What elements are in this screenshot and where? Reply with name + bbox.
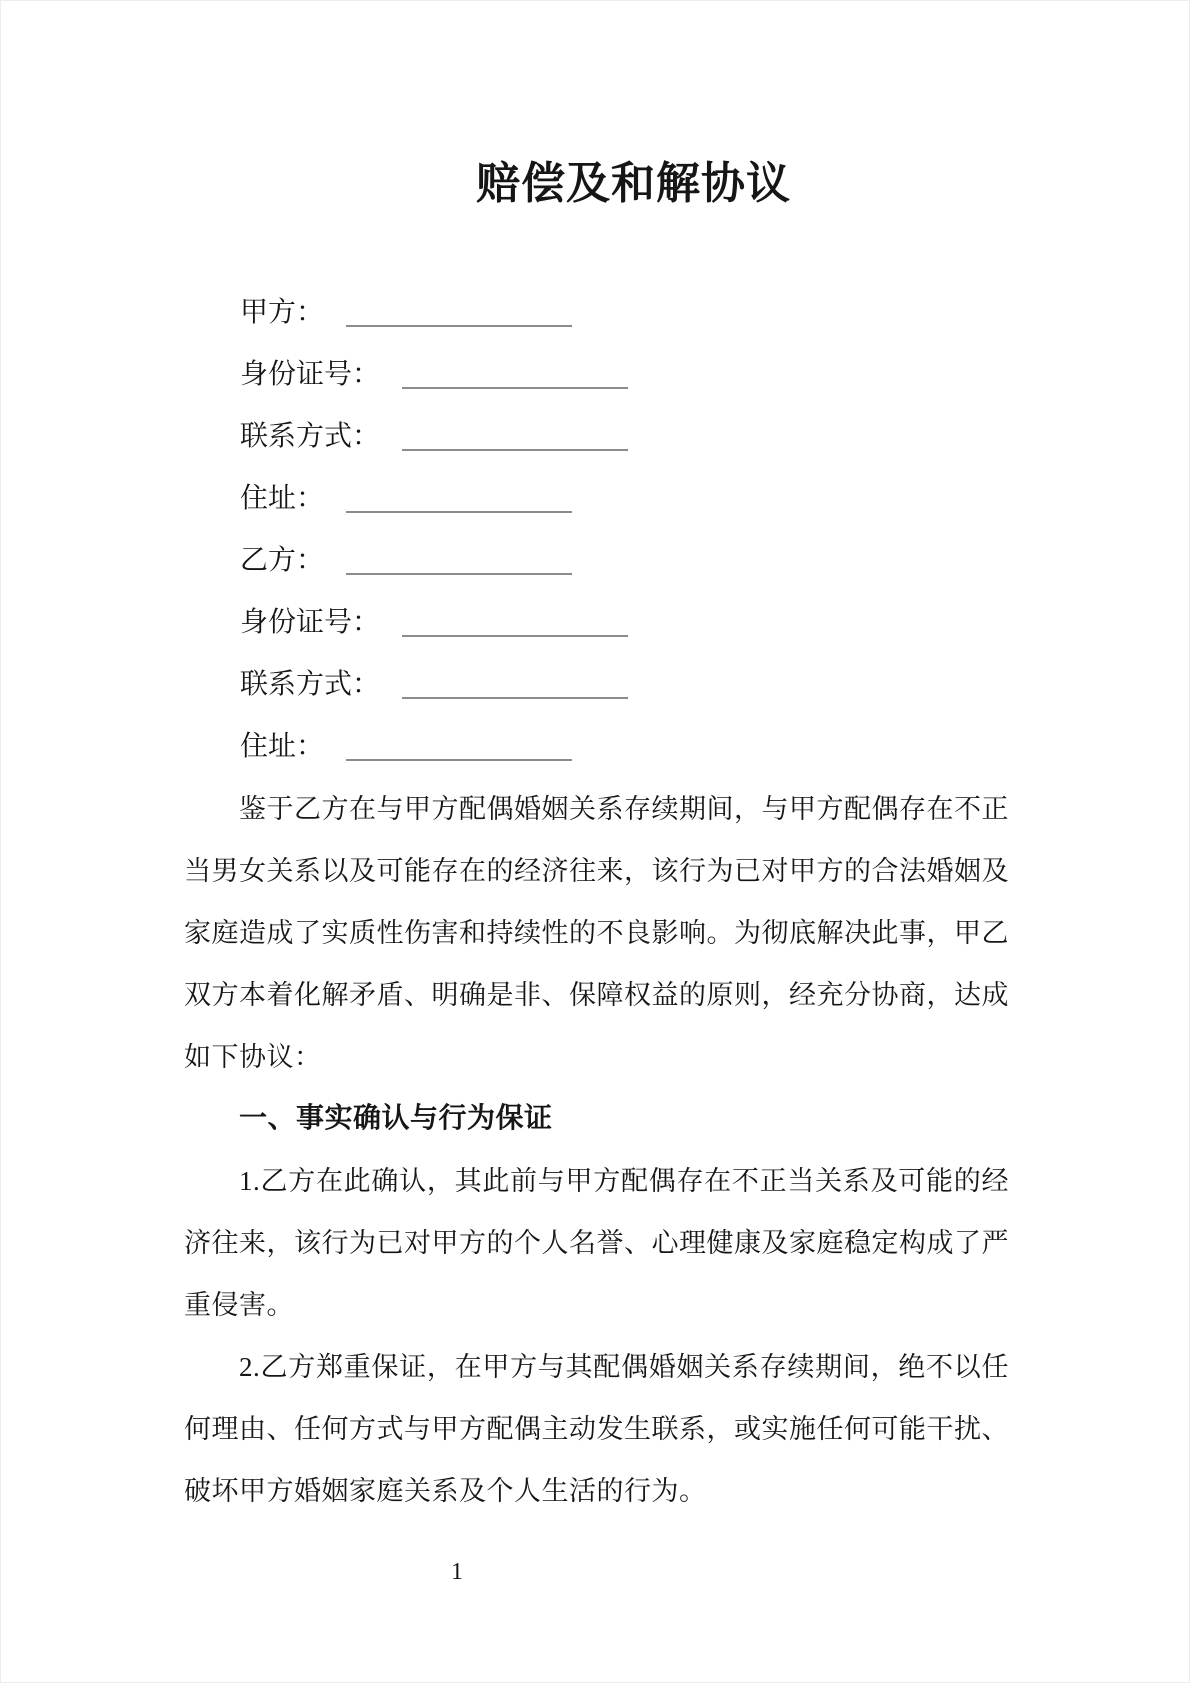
document-title: 赔偿及和解协议 <box>476 159 791 208</box>
fill-in-blank-party-a-name[interactable] <box>346 299 572 327</box>
fill-in-blank-party-a-id-number[interactable] <box>402 361 628 389</box>
section-1-heading: 一、事实确认与行为保证 <box>239 1103 553 1134</box>
party-fields-section <box>184 282 1009 778</box>
field-row-party-b-name <box>184 530 1009 592</box>
field-label-party-a-address: 住址： <box>240 483 325 514</box>
field-label-party-a-name: 甲方： <box>240 297 325 328</box>
field-row-party-a-contact <box>184 406 1009 468</box>
field-row-party-a-address <box>184 468 1009 530</box>
fill-in-blank-party-b-address[interactable] <box>346 733 572 761</box>
fill-in-blank-party-b-name[interactable] <box>346 547 572 575</box>
field-row-party-b-contact <box>184 654 1009 716</box>
fill-in-blank-party-b-contact[interactable] <box>402 671 628 699</box>
field-label-party-b-address: 住址： <box>240 731 325 762</box>
field-row-party-b-id-number <box>184 592 1009 654</box>
field-row-party-b-address <box>184 716 1009 778</box>
fill-in-blank-party-a-contact[interactable] <box>402 423 628 451</box>
field-label-party-a-id-number: 身份证号： <box>240 359 381 390</box>
preamble-paragraph: 鉴于乙方在与甲方配偶婚姻关系存续期间，与甲方配偶存在不正当男女关系以及可能存在的经济往来，该行为已对甲方的合法婚姻及家庭造成了实质性伤害和持续性的不良影响。为彻底解决此事，甲乙双方本着化解矛盾、明确是非、保障权益的原则，经充分协商，达成如下协议： <box>184 794 1009 1072</box>
field-label-party-b-id-number: 身份证号： <box>240 607 381 638</box>
page-number: 1 <box>451 1559 463 1585</box>
field-label-party-b-contact: 联系方式： <box>240 669 381 700</box>
field-label-party-b-name: 乙方： <box>240 545 325 576</box>
field-label-party-a-contact: 联系方式： <box>240 421 381 452</box>
field-row-party-a-id-number <box>184 344 1009 406</box>
fill-in-blank-party-b-id-number[interactable] <box>402 609 628 637</box>
fill-in-blank-party-a-address[interactable] <box>346 485 572 513</box>
section-1-clause-1: 1.乙方在此确认，其此前与甲方配偶存在不正当关系及可能的经济往来，该行为已对甲方的个人名誉、心理健康及家庭稳定构成了严重侵害。 <box>184 1166 1009 1320</box>
section-1-clause-2: 2.乙方郑重保证，在甲方与其配偶婚姻关系存续期间，绝不以任何理由、任何方式与甲方配偶主动发生联系，或实施任何可能干扰、破坏甲方婚姻家庭关系及个人生活的行为。 <box>184 1352 1009 1506</box>
field-row-party-a-name <box>184 282 1009 344</box>
